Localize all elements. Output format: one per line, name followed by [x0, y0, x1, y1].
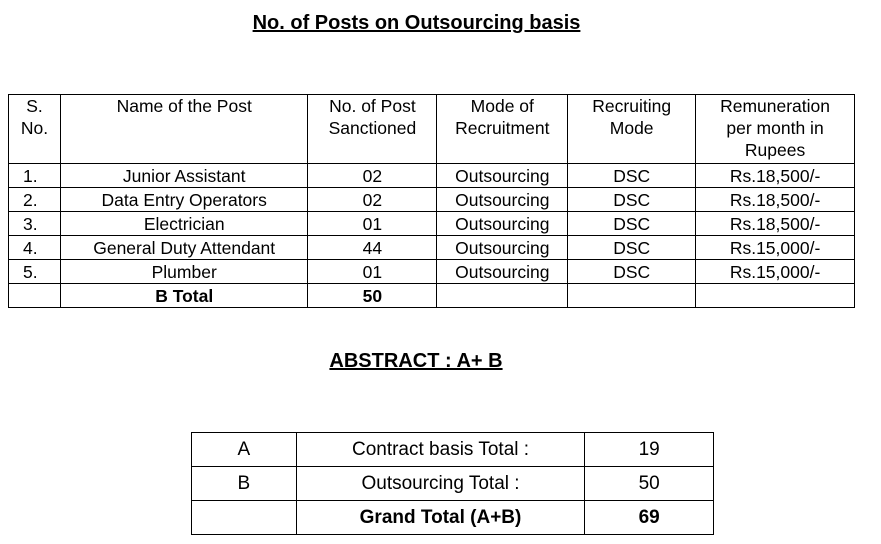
- cell-sno: 1.: [9, 164, 61, 188]
- abstract-value: 19: [585, 433, 714, 467]
- header-remuneration: Remuneration per month in Rupees: [696, 95, 855, 164]
- cell-sanctioned: 02: [308, 188, 437, 212]
- table-row: [9, 260, 855, 284]
- cell-recruiting-mode: DSC: [568, 212, 696, 236]
- cell-recruiting-mode: DSC: [568, 164, 696, 188]
- cell-empty: [437, 284, 568, 308]
- cell-empty: [568, 284, 696, 308]
- cell-empty: [9, 284, 61, 308]
- header-post-name: Name of the Post: [60, 95, 308, 164]
- table-header-row: [9, 95, 855, 164]
- abstract-row: [192, 433, 714, 467]
- cell-post-name: Junior Assistant: [60, 164, 308, 188]
- cell-mode: Outsourcing: [437, 212, 568, 236]
- cell-sno: 5.: [9, 260, 61, 284]
- abstract-value: 50: [585, 467, 714, 501]
- cell-sanctioned: 01: [308, 212, 437, 236]
- cell-empty: [192, 501, 297, 535]
- posts-table: [8, 94, 855, 308]
- cell-remuneration: Rs.15,000/-: [696, 260, 855, 284]
- cell-post-name: Data Entry Operators: [60, 188, 308, 212]
- total-row: [9, 284, 855, 308]
- grand-total-value: 69: [585, 501, 714, 535]
- header-sanctioned: No. of Post Sanctioned: [308, 95, 437, 164]
- cell-remuneration: Rs.15,000/-: [696, 236, 855, 260]
- abstract-key: B: [192, 467, 297, 501]
- header-recruiting-mode: Recruiting Mode: [568, 95, 696, 164]
- cell-sno: 3.: [9, 212, 61, 236]
- table-row: [9, 236, 855, 260]
- cell-remuneration: Rs.18,500/-: [696, 188, 855, 212]
- total-label: B Total: [60, 284, 308, 308]
- cell-recruiting-mode: DSC: [568, 236, 696, 260]
- cell-recruiting-mode: DSC: [568, 188, 696, 212]
- cell-post-name: Plumber: [60, 260, 308, 284]
- cell-sno: 2.: [9, 188, 61, 212]
- table-row: [9, 188, 855, 212]
- header-mode-of-recruitment: Mode of Recruitment: [437, 95, 568, 164]
- abstract-row: [192, 467, 714, 501]
- cell-sanctioned: 02: [308, 164, 437, 188]
- abstract-table: [191, 432, 714, 535]
- cell-sno: 4.: [9, 236, 61, 260]
- table-row: [9, 212, 855, 236]
- page-title: No. of Posts on Outsourcing basis: [252, 12, 581, 34]
- cell-recruiting-mode: DSC: [568, 260, 696, 284]
- cell-mode: Outsourcing: [437, 236, 568, 260]
- cell-empty: [696, 284, 855, 308]
- cell-post-name: General Duty Attendant: [60, 236, 308, 260]
- header-sno: S. No.: [9, 95, 61, 164]
- cell-sanctioned: 44: [308, 236, 437, 260]
- table-row: [9, 164, 855, 188]
- grand-total-row: [192, 501, 714, 535]
- cell-remuneration: Rs.18,500/-: [696, 212, 855, 236]
- total-value: 50: [308, 284, 437, 308]
- abstract-title: ABSTRACT : A+ B: [329, 350, 503, 372]
- cell-remuneration: Rs.18,500/-: [696, 164, 855, 188]
- abstract-key: A: [192, 433, 297, 467]
- cell-mode: Outsourcing: [437, 188, 568, 212]
- abstract-label: Outsourcing Total :: [296, 467, 585, 501]
- cell-sanctioned: 01: [308, 260, 437, 284]
- cell-mode: Outsourcing: [437, 164, 568, 188]
- grand-total-label: Grand Total (A+B): [296, 501, 585, 535]
- cell-mode: Outsourcing: [437, 260, 568, 284]
- abstract-label: Contract basis Total :: [296, 433, 585, 467]
- cell-post-name: Electrician: [60, 212, 308, 236]
